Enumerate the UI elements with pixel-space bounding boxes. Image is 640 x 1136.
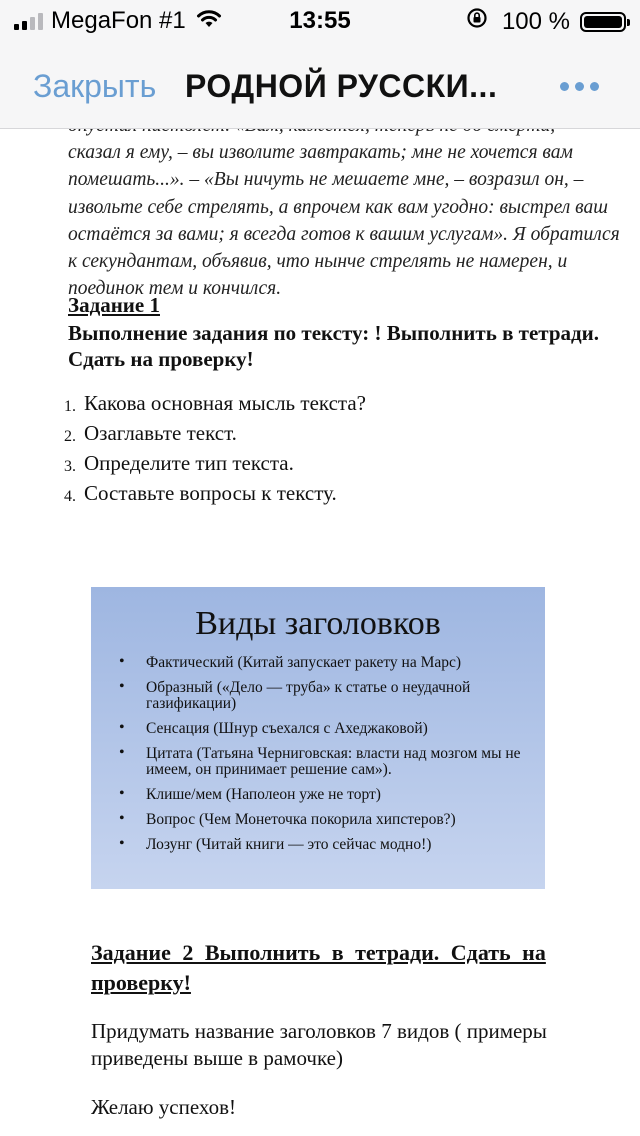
battery-percentage: 100 % bbox=[501, 7, 570, 35]
headline-types-list bbox=[119, 655, 539, 862]
closing-text: Желаю успехов! bbox=[91, 1095, 237, 1119]
close-button[interactable]: Закрыть bbox=[33, 68, 157, 104]
box-title: Виды заголовков bbox=[195, 605, 441, 642]
list-item: 1. Какова основная мысль текста? bbox=[64, 391, 366, 415]
story-paragraph: сказал я ему, – вы изволите завтракать; мне не хочется вам помешать...». – «Вы ничуть не мешаете мне, – возразил он, – извольте себе стрелять, а впрочем как вам угодно: выстрел ваш остаётся за вами; я всегда готов к вашим услугам». Я обратился к секундантам, объявив, что нынче стрелять не намерен, и поединок тем и кончился. bbox=[68, 142, 620, 300]
document-title: РОДНОЙ РУССКИ... bbox=[185, 68, 498, 104]
more-dots-icon bbox=[560, 82, 569, 91]
task1-instructions: Выполнение задания по тексту: ! Выполнить в тетради. Сдать на проверку! bbox=[68, 321, 600, 371]
clock: 13:55 bbox=[289, 7, 351, 34]
orientation-lock-icon bbox=[466, 7, 488, 36]
carrier-name: MegaFon #1 bbox=[51, 7, 186, 34]
battery-icon bbox=[580, 12, 626, 32]
status-bar bbox=[0, 0, 640, 40]
more-options-button[interactable] bbox=[560, 82, 599, 91]
navigation-bar bbox=[0, 58, 640, 114]
list-item: • Лозунг (Читай книги — это сейчас модно!) bbox=[119, 837, 539, 853]
task1-heading: Задание 1 bbox=[68, 293, 160, 317]
task2-heading: Задание 2 Выполнить в тетради. Сдать на проверку! bbox=[91, 940, 546, 995]
list-item: 4. Составьте вопросы к тексту. bbox=[64, 481, 337, 505]
list-item: 2. Озаглавьте текст. bbox=[64, 421, 237, 445]
list-item: • Фактический (Китай запускает ракету на Марс) bbox=[119, 655, 539, 671]
list-item: 3. Определите тип текста. bbox=[64, 451, 294, 475]
list-item: • Клише/мем (Наполеон уже не торт) bbox=[119, 787, 539, 803]
question-list bbox=[64, 390, 366, 510]
list-item: • Цитата (Татьяна Черниговская: власти над мозгом мы не имеем, он принимает решение сам»). bbox=[119, 746, 539, 778]
list-item: • Вопрос (Чем Монеточка покорила хипстеров?) bbox=[119, 812, 539, 828]
list-item: • Образный («Дело — труба» к статье о неудачной газификации) bbox=[119, 680, 539, 712]
list-item: • Сенсация (Шнур съехался с Ахеджаковой) bbox=[119, 721, 539, 737]
top-bar bbox=[0, 0, 640, 129]
headline-types-box bbox=[91, 587, 545, 889]
task2-text: Придумать название заголовков 7 видов ( примеры приведены выше в рамочке) bbox=[91, 1019, 547, 1070]
